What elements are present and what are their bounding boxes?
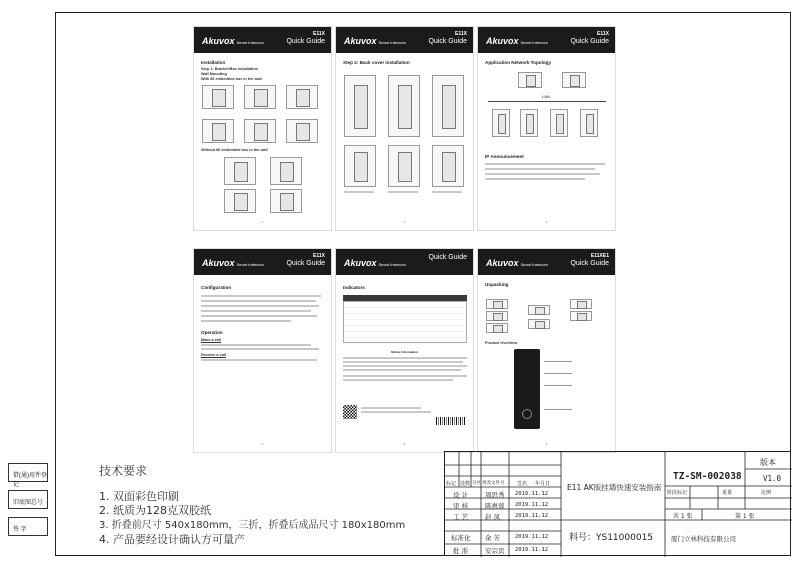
figure: [486, 311, 508, 321]
indicator-table: [343, 301, 467, 343]
requirements-title: 技术要求: [99, 464, 148, 478]
figure: [224, 157, 256, 185]
requirement-item-2: 2. 纸质为128克双胶纸: [99, 504, 211, 517]
figure: [244, 85, 276, 109]
figure: [528, 305, 550, 315]
version-value: V1.0: [763, 474, 782, 483]
sheet-total: 共 1 张: [673, 513, 693, 520]
figure: [570, 299, 592, 309]
figure: [580, 109, 598, 137]
figure: [486, 299, 508, 309]
date-approve: 2019.11.12: [515, 547, 549, 553]
text-line: [485, 168, 595, 170]
text-line: [201, 359, 317, 361]
register-label-3: 签 字: [13, 527, 27, 533]
doc-code: TZ-SM-002038: [673, 471, 742, 482]
figure: [518, 72, 542, 88]
figure: [202, 85, 234, 109]
brand-logo: Akuvox Smart Intercom: [202, 258, 264, 268]
panel-step: Step 1: Bracket/Box Installation: [201, 67, 258, 71]
col-doc: 更改文件号: [482, 481, 505, 486]
callout-line: [544, 373, 572, 374]
op-sub1: Make a call: [201, 338, 222, 342]
figure: [270, 157, 302, 185]
brand-logo: Akuvox Smart Intercom: [486, 258, 548, 268]
page-number: 4: [261, 442, 264, 446]
company-name: 厦门立林科技有限公司: [671, 535, 736, 543]
barcode: [436, 417, 466, 425]
register-label-2: 旧底图总号: [13, 500, 44, 506]
version-label: 版本: [760, 458, 776, 467]
text-line: [201, 315, 317, 317]
sheet-number: 第 1 张: [735, 513, 755, 520]
register-label-1: 借(通)用件登记: [13, 473, 47, 488]
date-review: 2019.11.12: [515, 502, 549, 508]
notice-title: Notice Information: [391, 350, 418, 354]
figure: [388, 145, 420, 187]
requirement-item-3: 3. 折叠前尺寸 540x180mm，三折，折叠后成品尺寸 180x180mm: [99, 520, 406, 531]
panel-title: Step 2: Back cover installation: [343, 60, 410, 65]
page-number: 5: [403, 442, 406, 446]
figure: [270, 189, 302, 213]
figure: [286, 119, 318, 143]
page-number: 1: [261, 220, 264, 224]
panel-configuration: [193, 248, 332, 453]
figure: [202, 119, 234, 143]
figure: [224, 189, 256, 213]
text-line: [485, 163, 605, 165]
text-line: [343, 375, 467, 377]
panel-installation: [193, 26, 332, 231]
model-label: E11X Quick Guide: [286, 31, 325, 45]
requirement-item-1: 1. 双面彩色印刷: [99, 490, 179, 503]
brand-logo: Akuvox Smart Intercom: [344, 258, 406, 268]
name-process: 赵 凤: [485, 513, 501, 521]
figure: [486, 323, 508, 333]
text-line: [201, 320, 291, 322]
figure: [432, 145, 464, 187]
text-line: [201, 300, 316, 302]
figure: [388, 75, 420, 137]
text-line: [343, 379, 453, 381]
overview-title: Product Overview: [485, 341, 518, 345]
model-label: E11X Quick Guide: [570, 31, 609, 45]
register-box-3: [8, 517, 48, 536]
figure: [432, 75, 464, 137]
name-design: 周思秀: [485, 491, 505, 499]
role-standard: 标准化: [451, 534, 471, 542]
panel-back-cover: [335, 26, 474, 231]
panel-title: Unpacking: [485, 282, 509, 287]
role-design: 设 计: [453, 491, 469, 499]
col-mark: 标记: [446, 481, 457, 487]
role-approve: 批 准: [453, 547, 469, 555]
panel-header: [478, 27, 615, 53]
col-qty: 处数: [460, 481, 471, 487]
panel-topology: [477, 26, 616, 231]
date-standard: 2019.11.12: [515, 534, 549, 540]
page-number: 2: [403, 220, 406, 224]
text-line: [388, 191, 418, 193]
panel-header: [336, 27, 473, 53]
lan-line: [488, 101, 606, 102]
qr-code: [343, 405, 357, 419]
callout-line: [544, 385, 572, 386]
product-name: E11 AK版挂墙快速安装指南: [567, 483, 662, 492]
panel-sub3: Without 86 embedded box in the wall: [201, 148, 268, 152]
figure: [528, 319, 550, 329]
panel-header: [336, 249, 473, 275]
brand-logo: Akuvox Smart Intercom: [202, 36, 264, 46]
device-button: [522, 409, 532, 419]
figure: [570, 311, 592, 321]
text-line: [485, 178, 585, 180]
callout-line: [544, 409, 572, 410]
date-process: 2019.11.12: [515, 513, 549, 519]
name-review: 陈惠蓉: [485, 502, 505, 510]
panel-title: Installation: [201, 60, 226, 65]
panel-title: Application Network Topology: [485, 60, 552, 65]
col-date: 年月日: [535, 481, 551, 487]
text-line: [201, 348, 319, 350]
page-number: 6: [545, 442, 548, 446]
text-line: [343, 361, 463, 363]
text-line: [361, 407, 421, 409]
panel-header: [194, 27, 331, 53]
panel-sub1: Wall Mounting: [201, 72, 227, 76]
text-line: [343, 365, 467, 367]
figure: [492, 109, 510, 137]
panel-header: [194, 249, 331, 275]
brand-logo: Akuvox Smart Intercom: [344, 36, 406, 46]
model-label: E11X Quick Guide: [286, 253, 325, 267]
material-number: 料号：YS11000015: [569, 533, 654, 543]
model-label: E11X Quick Guide: [428, 31, 467, 45]
col-zone: 分区: [472, 481, 481, 486]
title-block: [444, 451, 791, 556]
text-line: [201, 310, 311, 312]
text-line: [201, 344, 311, 346]
register-box-1: [8, 463, 48, 488]
text-line: [432, 191, 462, 193]
model-label: E11XE1 Quick Guide: [570, 253, 609, 267]
text-line: [343, 369, 461, 371]
col-sign: 签名: [517, 481, 528, 487]
operation-title: Operation: [201, 330, 223, 335]
panel-indicators: [335, 248, 474, 453]
panel-unpacking: [477, 248, 616, 453]
figure: [520, 109, 538, 137]
scale-label: 比例: [761, 490, 772, 496]
text-line: [485, 173, 600, 175]
panel-header: [478, 249, 615, 275]
stage-label: 阶段标记: [667, 490, 688, 496]
panel-sub2: With 86 embedded box in the wall: [201, 77, 262, 81]
text-line: [201, 295, 321, 297]
text-line: [343, 357, 467, 359]
text-line: [361, 411, 431, 413]
figure: [344, 145, 376, 187]
requirement-item-4: 4. 产品要经设计确认方可量产: [99, 533, 245, 546]
figure: [344, 75, 376, 137]
model-label: Quick Guide: [428, 254, 467, 261]
figure: [562, 72, 586, 88]
lan-label: LAN: [542, 94, 550, 99]
figure: [286, 85, 318, 109]
ip-title: IP Announcement: [485, 154, 524, 159]
panel-title: Indicators: [343, 285, 365, 290]
callout-line: [544, 361, 572, 362]
register-box-2: [8, 490, 48, 509]
date-design: 2019.11.12: [515, 491, 549, 497]
panel-title: Configuration: [201, 285, 232, 290]
text-line: [344, 191, 374, 193]
figure: [550, 109, 568, 137]
name-standard: 余 芳: [485, 534, 501, 542]
page-number: 3: [545, 220, 548, 224]
text-line: [201, 305, 319, 307]
role-process: 工 艺: [453, 513, 469, 521]
weight-label: 重量: [722, 490, 733, 496]
brand-logo: Akuvox Smart Intercom: [486, 36, 548, 46]
name-approve: 安宗宾: [485, 547, 505, 555]
op-sub2: Receive a call: [201, 353, 226, 357]
role-review: 审 核: [453, 502, 469, 510]
figure: [244, 119, 276, 143]
